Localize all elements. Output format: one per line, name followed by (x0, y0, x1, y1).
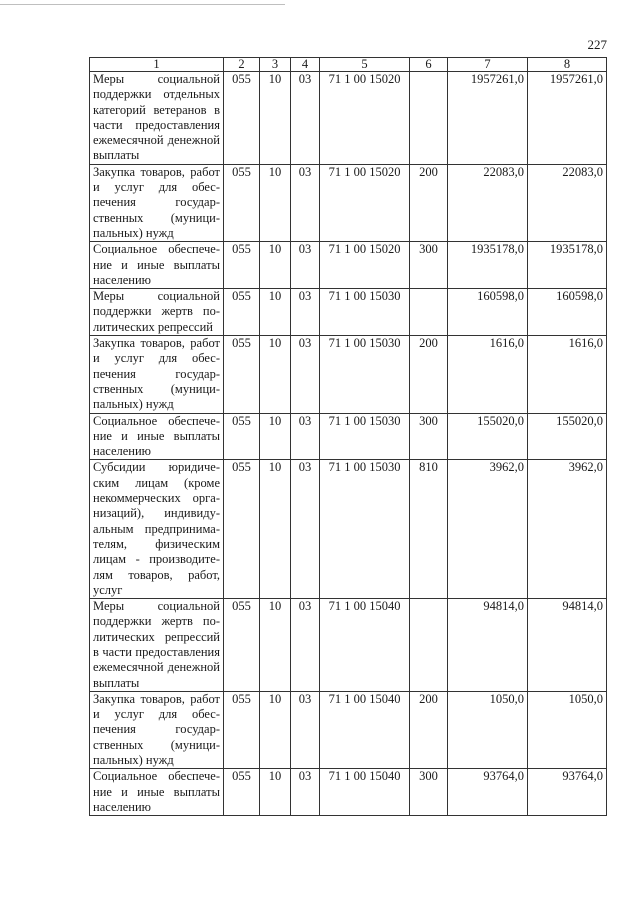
col-header-2: 2 (224, 58, 260, 72)
row-subsection-code: 03 (291, 336, 320, 413)
table-row (90, 242, 607, 289)
row-target-code: 71 1 00 15020 (320, 164, 410, 241)
row-name: Закупка товаров, работ и услуг для обеспечения государственных (муниципальных) нужд (90, 691, 224, 768)
col-header-7: 7 (448, 58, 528, 72)
row-name: Социальное обеспечение и иные выплаты населению (90, 413, 224, 460)
row-name: Социальное обеспечение и иные выплаты населению (90, 769, 224, 816)
row-target-code: 71 1 00 15030 (320, 413, 410, 460)
row-sum-col8: 94814,0 (528, 599, 607, 692)
row-sum-col7: 1050,0 (448, 691, 528, 768)
table-row (90, 164, 607, 241)
row-name: Субсидии юридическим лицам (кроме некоммерческих организаций), индивидуальным предпринимателям, физическим лицам - производителям товаров, работ, услуг (90, 460, 224, 599)
row-subsection-code: 03 (291, 769, 320, 816)
col-header-5: 5 (320, 58, 410, 72)
col-header-3: 3 (260, 58, 291, 72)
row-target-code: 71 1 00 15030 (320, 336, 410, 413)
col-header-8: 8 (528, 58, 607, 72)
row-target-code: 71 1 00 15040 (320, 769, 410, 816)
col-header-6: 6 (410, 58, 448, 72)
row-name: Закупка товаров, работ и услуг для обеспечения государственных (муниципальных) нужд (90, 164, 224, 241)
row-sum-col7: 1616,0 (448, 336, 528, 413)
row-section-code: 10 (260, 336, 291, 413)
row-name: Меры социальной поддержки отдельных категорий ветеранов в части предоставления ежемесячной денежной выплаты (90, 72, 224, 165)
row-expense-kind: 200 (410, 164, 448, 241)
row-ministry-code: 055 (224, 336, 260, 413)
row-ministry-code: 055 (224, 289, 260, 336)
row-sum-col8: 1050,0 (528, 691, 607, 768)
table-row (90, 289, 607, 336)
table-row (90, 599, 607, 692)
row-subsection-code: 03 (291, 164, 320, 241)
row-sum-col8: 93764,0 (528, 769, 607, 816)
top-rule (0, 4, 285, 5)
row-sum-col7: 1935178,0 (448, 242, 528, 289)
row-ministry-code: 055 (224, 413, 260, 460)
row-target-code: 71 1 00 15040 (320, 599, 410, 692)
table-row (90, 336, 607, 413)
row-ministry-code: 055 (224, 242, 260, 289)
row-subsection-code: 03 (291, 599, 320, 692)
row-name: Закупка товаров, работ и услуг для обеспечения государственных (муниципальных) нужд (90, 336, 224, 413)
table-row (90, 691, 607, 768)
row-ministry-code: 055 (224, 72, 260, 165)
row-sum-col8: 3962,0 (528, 460, 607, 599)
row-name: Меры социальной поддержки жертв политических репрессий в части предоставления ежемесячной денежной выплаты (90, 599, 224, 692)
row-sum-col8: 160598,0 (528, 289, 607, 336)
col-header-1: 1 (90, 58, 224, 72)
row-ministry-code: 055 (224, 691, 260, 768)
row-sum-col8: 1957261,0 (528, 72, 607, 165)
row-expense-kind (410, 72, 448, 165)
row-sum-col7: 155020,0 (448, 413, 528, 460)
row-subsection-code: 03 (291, 289, 320, 336)
row-section-code: 10 (260, 769, 291, 816)
row-subsection-code: 03 (291, 460, 320, 599)
row-sum-col8: 1616,0 (528, 336, 607, 413)
row-target-code: 71 1 00 15030 (320, 289, 410, 336)
col-header-4: 4 (291, 58, 320, 72)
row-name: Социальное обеспечение и иные выплаты населению (90, 242, 224, 289)
row-section-code: 10 (260, 289, 291, 336)
row-ministry-code: 055 (224, 460, 260, 599)
row-target-code: 71 1 00 15030 (320, 460, 410, 599)
row-sum-col7: 160598,0 (448, 289, 528, 336)
table-body (90, 72, 607, 816)
row-subsection-code: 03 (291, 691, 320, 768)
row-expense-kind (410, 289, 448, 336)
row-section-code: 10 (260, 599, 291, 692)
row-section-code: 10 (260, 460, 291, 599)
table-row (90, 460, 607, 599)
row-expense-kind: 810 (410, 460, 448, 599)
row-sum-col7: 94814,0 (448, 599, 528, 692)
row-expense-kind: 300 (410, 413, 448, 460)
budget-table (89, 57, 607, 816)
row-sum-col8: 155020,0 (528, 413, 607, 460)
row-section-code: 10 (260, 164, 291, 241)
row-section-code: 10 (260, 691, 291, 768)
row-ministry-code: 055 (224, 769, 260, 816)
row-expense-kind: 200 (410, 336, 448, 413)
row-target-code: 71 1 00 15040 (320, 691, 410, 768)
row-sum-col7: 1957261,0 (448, 72, 528, 165)
row-ministry-code: 055 (224, 164, 260, 241)
row-sum-col7: 3962,0 (448, 460, 528, 599)
table-row (90, 413, 607, 460)
page-number: 227 (587, 37, 607, 52)
row-section-code: 10 (260, 413, 291, 460)
row-subsection-code: 03 (291, 72, 320, 165)
row-sum-col8: 22083,0 (528, 164, 607, 241)
row-subsection-code: 03 (291, 413, 320, 460)
table-row (90, 769, 607, 816)
row-expense-kind: 200 (410, 691, 448, 768)
row-expense-kind: 300 (410, 242, 448, 289)
row-sum-col7: 22083,0 (448, 164, 528, 241)
row-section-code: 10 (260, 72, 291, 165)
row-sum-col7: 93764,0 (448, 769, 528, 816)
header-row (90, 58, 607, 72)
row-target-code: 71 1 00 15020 (320, 72, 410, 165)
row-subsection-code: 03 (291, 242, 320, 289)
row-section-code: 10 (260, 242, 291, 289)
row-expense-kind: 300 (410, 769, 448, 816)
row-name: Меры социальной поддержки жертв политических репрессий (90, 289, 224, 336)
row-ministry-code: 055 (224, 599, 260, 692)
row-sum-col8: 1935178,0 (528, 242, 607, 289)
row-target-code: 71 1 00 15020 (320, 242, 410, 289)
table-row (90, 72, 607, 165)
row-expense-kind (410, 599, 448, 692)
